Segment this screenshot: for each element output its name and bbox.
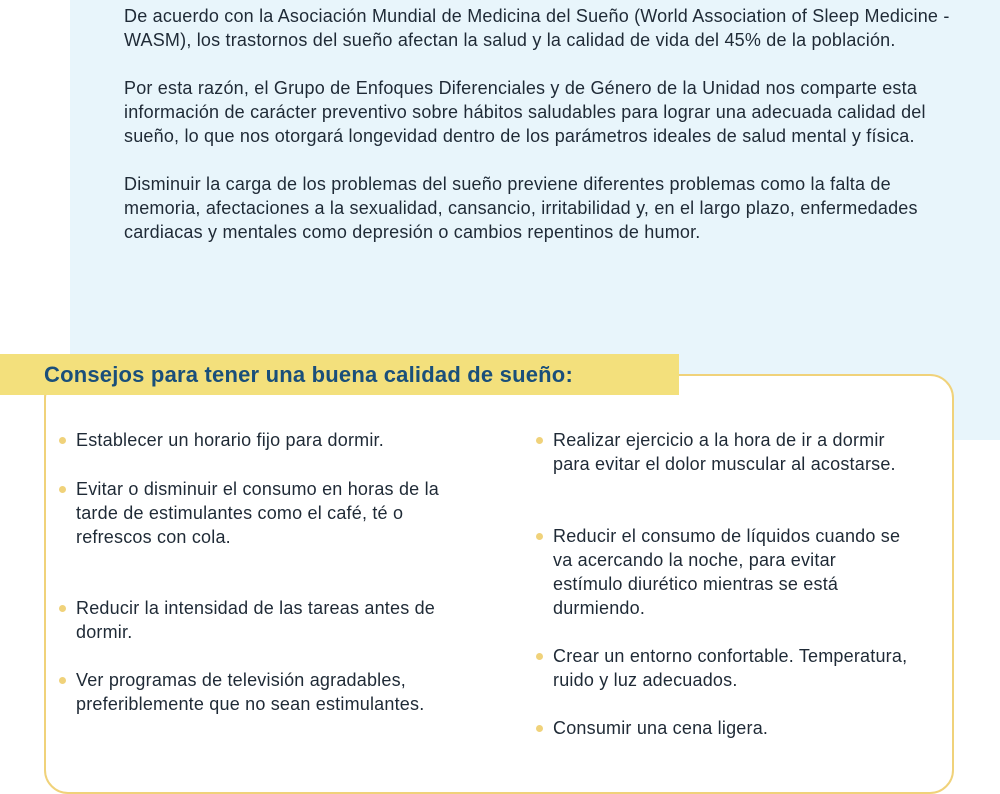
tip-text: Crear un entorno confortable. Temperatura, ruido y luz adecuados. [553,646,908,690]
bullet-icon [59,486,66,493]
tips-header [0,354,679,395]
tip-item [59,428,496,452]
tip-text: Realizar ejercicio a la hora de ir a dormir para evitar el dolor muscular al acostarse. [553,430,896,474]
intro-text [124,4,954,268]
bullet-icon [536,653,543,660]
tip-item [59,477,466,549]
intro-paragraph-2: Por esta razón, el Grupo de Enfoques Diferenciales y de Género de la Unidad nos comparte esta información de carácter preventivo sobre hábitos saludables para lograr una adecuada calidad del sueño, lo que nos otorgará longevidad dentro de los parámetros ideales de salud mental y física. [124,78,926,146]
tip-item [59,668,456,716]
tip-text: Reducir el consumo de líquidos cuando se va acercando la noche, para evitar estímulo diurético mientras se está durmiendo. [553,526,901,618]
tip-text: Evitar o disminuir el consumo en horas de la tarde de estimulantes como el café, té o refrescos con cola. [76,479,439,547]
bullet-icon [536,725,543,732]
tip-item [536,524,903,620]
tip-item [536,716,933,740]
intro-paragraph-1: De acuerdo con la Asociación Mundial de Medicina del Sueño (World Association of Sleep Medicine - WASM), los trastornos del sueño afectan la salud y la calidad de vida del 45% de la población. [124,6,950,50]
tip-item [536,644,933,692]
intro-paragraph-3: Disminuir la carga de los problemas del sueño previene diferentes problemas como la falta de memoria, afectaciones a la sexualidad, cansancio, irritabilidad y, en el largo plazo, enfermedades cardiacas y mentales como depresión o cambios repentinos de humor. [124,174,918,242]
tip-text: Ver programas de televisión agradables, preferiblemente que no sean estimulantes. [76,670,425,714]
tip-item [536,428,913,476]
bullet-icon [59,437,66,444]
tips-title: Consejos para tener una buena calidad de sueño: [44,362,573,387]
tip-text: Reducir la intensidad de las tareas antes de dormir. [76,598,436,642]
tip-text: Consumir una cena ligera. [553,718,769,738]
bullet-icon [536,533,543,540]
bullet-icon [59,605,66,612]
tip-text: Establecer un horario fijo para dormir. [76,430,384,450]
bullet-icon [536,437,543,444]
bullet-icon [59,677,66,684]
tip-item [59,596,446,644]
